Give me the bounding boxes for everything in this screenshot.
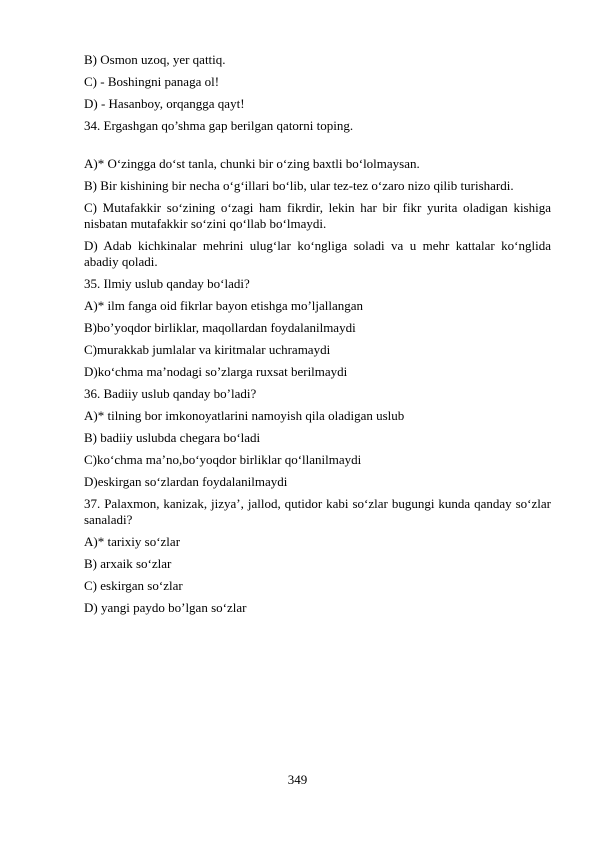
question-34: 34. Ergashgan qo’shma gap berilgan qatorni toping. [84,118,354,133]
answer-option-a: A)* tarixiy so‘zlar [84,534,181,549]
answer-option-c: C) eskirgan so‘zlar [84,578,183,593]
page-number: 349 [287,772,308,787]
answer-option-c: C)ko‘chma ma’no,bo‘yoqdor birliklar qo‘llanilmaydi [84,452,362,467]
answer-option-a: A)* tilning bor imkonoyatlarini namoyish qila oladigan uslub [84,408,405,423]
question-36: 36. Badiiy uslub qanday bo’ladi? [84,386,257,401]
question-35: 35. Ilmiy uslub qanday bo‘ladi? [84,276,250,291]
answer-option-b: B) Bir kishining bir necha o‘g‘illari bo‘lib, ular tez-tez o‘zaro nizo qilib turishardi. [84,178,514,193]
answer-option-b: B) badiiy uslubda chegara bo‘ladi [84,430,261,445]
question-37: 37. Palaxmon, kanizak, jizya’, jallod, qutidor kabi so‘zlar bugungi kunda qanday so‘zlar sanaladi? [84,496,551,527]
answer-option-d: D)eskirgan so‘zlardan foydalanilmaydi [84,474,288,489]
answer-option-b: B) Osmon uzoq, yer qattiq. [84,52,226,67]
answer-option-c: C)murakkab jumlalar va kiritmalar uchramaydi [84,342,331,357]
answer-option-a: A)* O‘zingga do‘st tanla, chunki bir o‘zing baxtli bo‘lolmaysan. [84,156,420,171]
answer-option-c: C) - Boshingni panaga ol! [84,74,220,89]
answer-option-a: A)* ilm fanga oid fikrlar bayon etishga mo’ljallangan [84,298,364,313]
document-body [84,52,551,616]
answer-option-d: D) Adab kichkinalar mehrini ulug‘lar ko‘ngliga soladi va u mehr kattalar ko‘nglida abadiy qoladi. [84,238,551,269]
answer-option-d: D) - Hasanboy, orqangga qayt! [84,96,245,111]
answer-option-d: D) yangi paydo bo’lgan so‘zlar [84,600,247,615]
answer-option-d: D)ko‘chma ma’nodagi so’zlarga ruxsat berilmaydi [84,364,348,379]
answer-option-b: B) arxaik so‘zlar [84,556,172,571]
answer-option-c: C) Mutafakkir so‘zining o‘zagi ham fikrdir, lekin har bir fikr yurita oladigan kishiga nisbatan mutafakkir so‘zini qo‘llab bo‘lmaydi. [84,200,551,231]
answer-option-b: B)bo’yoqdor birliklar, maqollardan foydalanilmaydi [84,320,356,335]
